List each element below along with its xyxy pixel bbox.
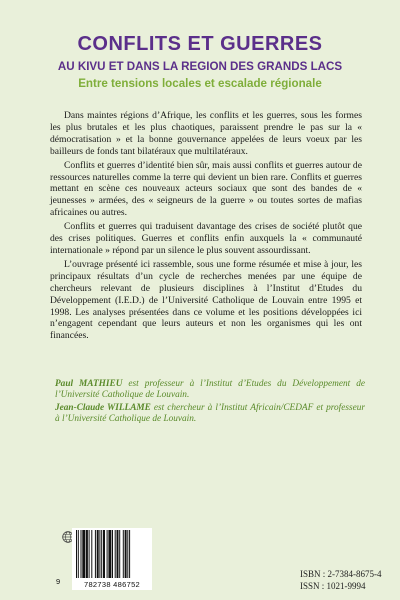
- author-note: [55, 379, 365, 402]
- barcode-bar: [91, 530, 92, 578]
- barcode-bar: [103, 530, 105, 578]
- barcode-bar: [115, 530, 116, 578]
- author-name: Jean-Claude WILLAME: [55, 402, 151, 413]
- book-title: CONFLITS ET GUERRES: [77, 33, 323, 55]
- author-bio: est professeur à l’Institut d’Etudes du Développement de l’Université Catholique de Louvain.: [55, 379, 365, 401]
- barcode-bar: [125, 530, 127, 578]
- barcode-bar: [123, 530, 124, 578]
- barcode-bar: [119, 530, 120, 578]
- blurb-paragraph: Dans maintes régions d’Afrique, les conflits et les guerres, sous les formes les plus brutales et les plus chaotiques, paraissent prendre le pas sur la « démocratisation » et la bonne gouvernance appelées de leurs voeux par les bailleurs de fonds tant bilatéraux que multilatéraux.: [50, 110, 362, 157]
- barcode-bar: [99, 530, 100, 578]
- barcode-bar: [107, 530, 108, 578]
- barcode-lead-digit: 9: [56, 577, 61, 586]
- barcode-bar: [81, 530, 82, 578]
- isbn-number: ISBN : 2-7384-8675-4: [300, 569, 382, 579]
- author-note: [55, 403, 365, 426]
- barcode: [72, 528, 152, 590]
- barcode-bar: [117, 530, 119, 578]
- book-subtitle: AU KIVU ET DANS LA REGION DES GRANDS LACS: [57, 60, 343, 73]
- barcode-bars: [76, 530, 148, 580]
- barcode-bar: [86, 530, 88, 578]
- blurb-paragraph: Conflits et guerres d’identité bien sûr, mais aussi conflits et guerres autour de ressources naturelles comme la terre qui devient un bien rare. Conflits et guerres mettant en scène ces nouveaux acteurs sociaux que sont des bandes de « jeunesses » armées, des « seigneurs de la guerre » ou toutes sortes de mafias africaines ou autres.: [50, 159, 362, 219]
- identifiers: [300, 568, 382, 592]
- barcode-bar: [112, 530, 113, 578]
- author-bio: est chercheur à l’Institut Africain/CEDAF et professeur à l’Université Catholique de Louvain.: [55, 402, 365, 425]
- barcode-bar: [89, 530, 90, 578]
- barcode-bar: [127, 530, 128, 578]
- barcode-bar: [108, 530, 111, 578]
- blurb: [50, 110, 362, 344]
- blurb-paragraph: Conflits et guerres qui traduisent davantage des crises de société plutôt que des crises politiques. Guerres et conflits enfin auxquels la « communauté internationale » répond par un silence le plus souvent assourdissant.: [50, 221, 362, 256]
- barcode-bar: [95, 530, 96, 578]
- barcode-bar: [129, 530, 130, 578]
- author-notes: [55, 379, 365, 427]
- book-tagline: Entre tensions locales et escalade régionale: [78, 77, 322, 90]
- blurb-paragraph: L’ouvrage présenté ici rassemble, sous une forme résumée et mise à jour, les principaux résultats d’un cycle de recherches menées par une équipe de chercheurs relevant de plusieurs disciplines à l’Institut d’Etudes du Développement (I.E.D.) de l’Université Catholique de Louvain entre 1995 et 1998. Les analyses présentées dans ce volume et les positions développées ici n’engagent cependant que leurs auteurs et non les organismes qui les ont financées.: [50, 258, 362, 342]
- barcode-bar: [76, 530, 77, 578]
- author-name: Paul MATHIEU: [55, 379, 123, 389]
- barcode-bar: [82, 530, 85, 578]
- barcode-bar: [97, 530, 99, 578]
- barcode-bar: [101, 530, 102, 578]
- issn-number: ISSN : 1021-9994: [300, 581, 366, 591]
- barcode-bar: [78, 530, 79, 578]
- barcode-number: 782738 486752: [83, 580, 141, 589]
